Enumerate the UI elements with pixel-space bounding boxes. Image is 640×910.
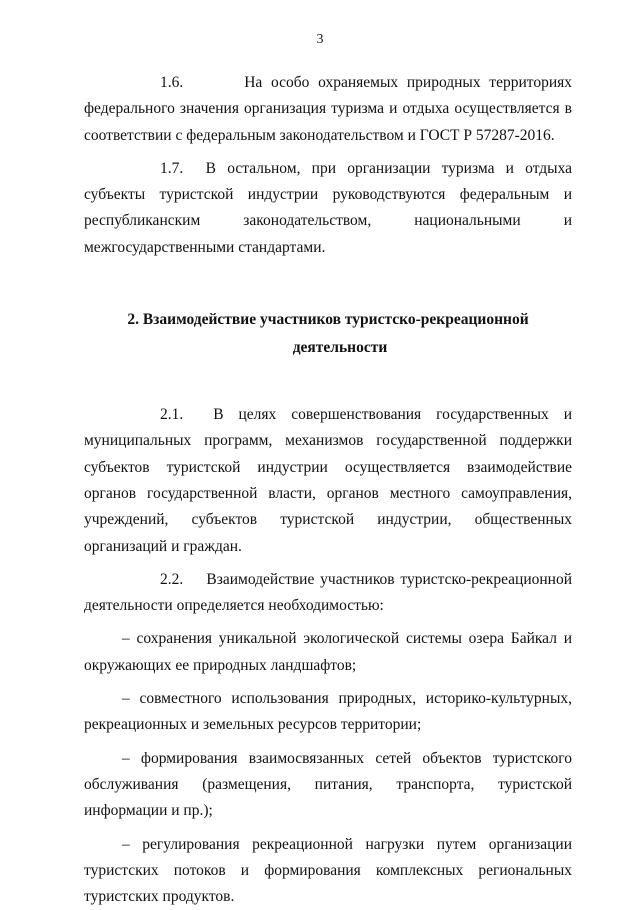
paragraph-2-1 — [84, 402, 572, 560]
page-number: 3 — [316, 32, 324, 47]
paragraph-number: 2.2. — [160, 570, 184, 588]
section-heading — [84, 306, 572, 362]
paragraph-1-7 — [84, 156, 572, 261]
section-heading-line-1: 2. Взаимодействие участников туристско-рекреационной — [127, 311, 529, 329]
paragraph-number: 1.6. — [160, 74, 184, 91]
paragraph-number: 1.7. — [160, 159, 184, 177]
paragraph-text: Взаимодействие участников туристско-рекреационной деятельности определяется необходимостью: — [84, 570, 572, 615]
list-item: – регулирования рекреационной нагрузки путем организации туристских потоков и формирования комплексных региональных туристских продуктов. — [84, 835, 572, 906]
paragraph-1-6 — [84, 70, 572, 149]
paragraph-text: В остальном, при организации туризма и отдыха субъекты туристской индустрии руководствуются федеральным и республиканским законодательством, национальными и межгосударственными стандартами. — [84, 159, 573, 256]
paragraph-text: На особо охраняемых природных территориях федерального значения организация туризма и отдыха осуществляется в соответствии с федеральным законодательством и ГОСТ Р 57287-2016. — [84, 74, 573, 144]
list-item: – сохранения уникальной экологической системы озера Байкал и окружающих ее природных ландшафтов; — [84, 630, 572, 674]
document-body — [84, 70, 572, 910]
paragraph-2-2 — [84, 567, 572, 620]
paragraph-text: В целях совершенствования государственных и муниципальных программ, механизмов государственной поддержки субъектов туристской индустрии осуществляется взаимодействие органов государственной власти, органов местного самоуправления, учреждений, субъектов туристской индустрии, общественных организаций и граждан. — [84, 406, 572, 555]
list-item: – формирования взаимосвязанных сетей объектов туристского обслуживания (размещения, питания, транспорта, туристской информации и пр.); — [84, 749, 572, 820]
section-heading-line-2: деятельности — [292, 339, 388, 357]
paragraph-number: 2.1. — [160, 406, 184, 424]
list-item: – совместного использования природных, историко-культурных, рекреационных и земельных ресурсов территории; — [84, 690, 572, 734]
